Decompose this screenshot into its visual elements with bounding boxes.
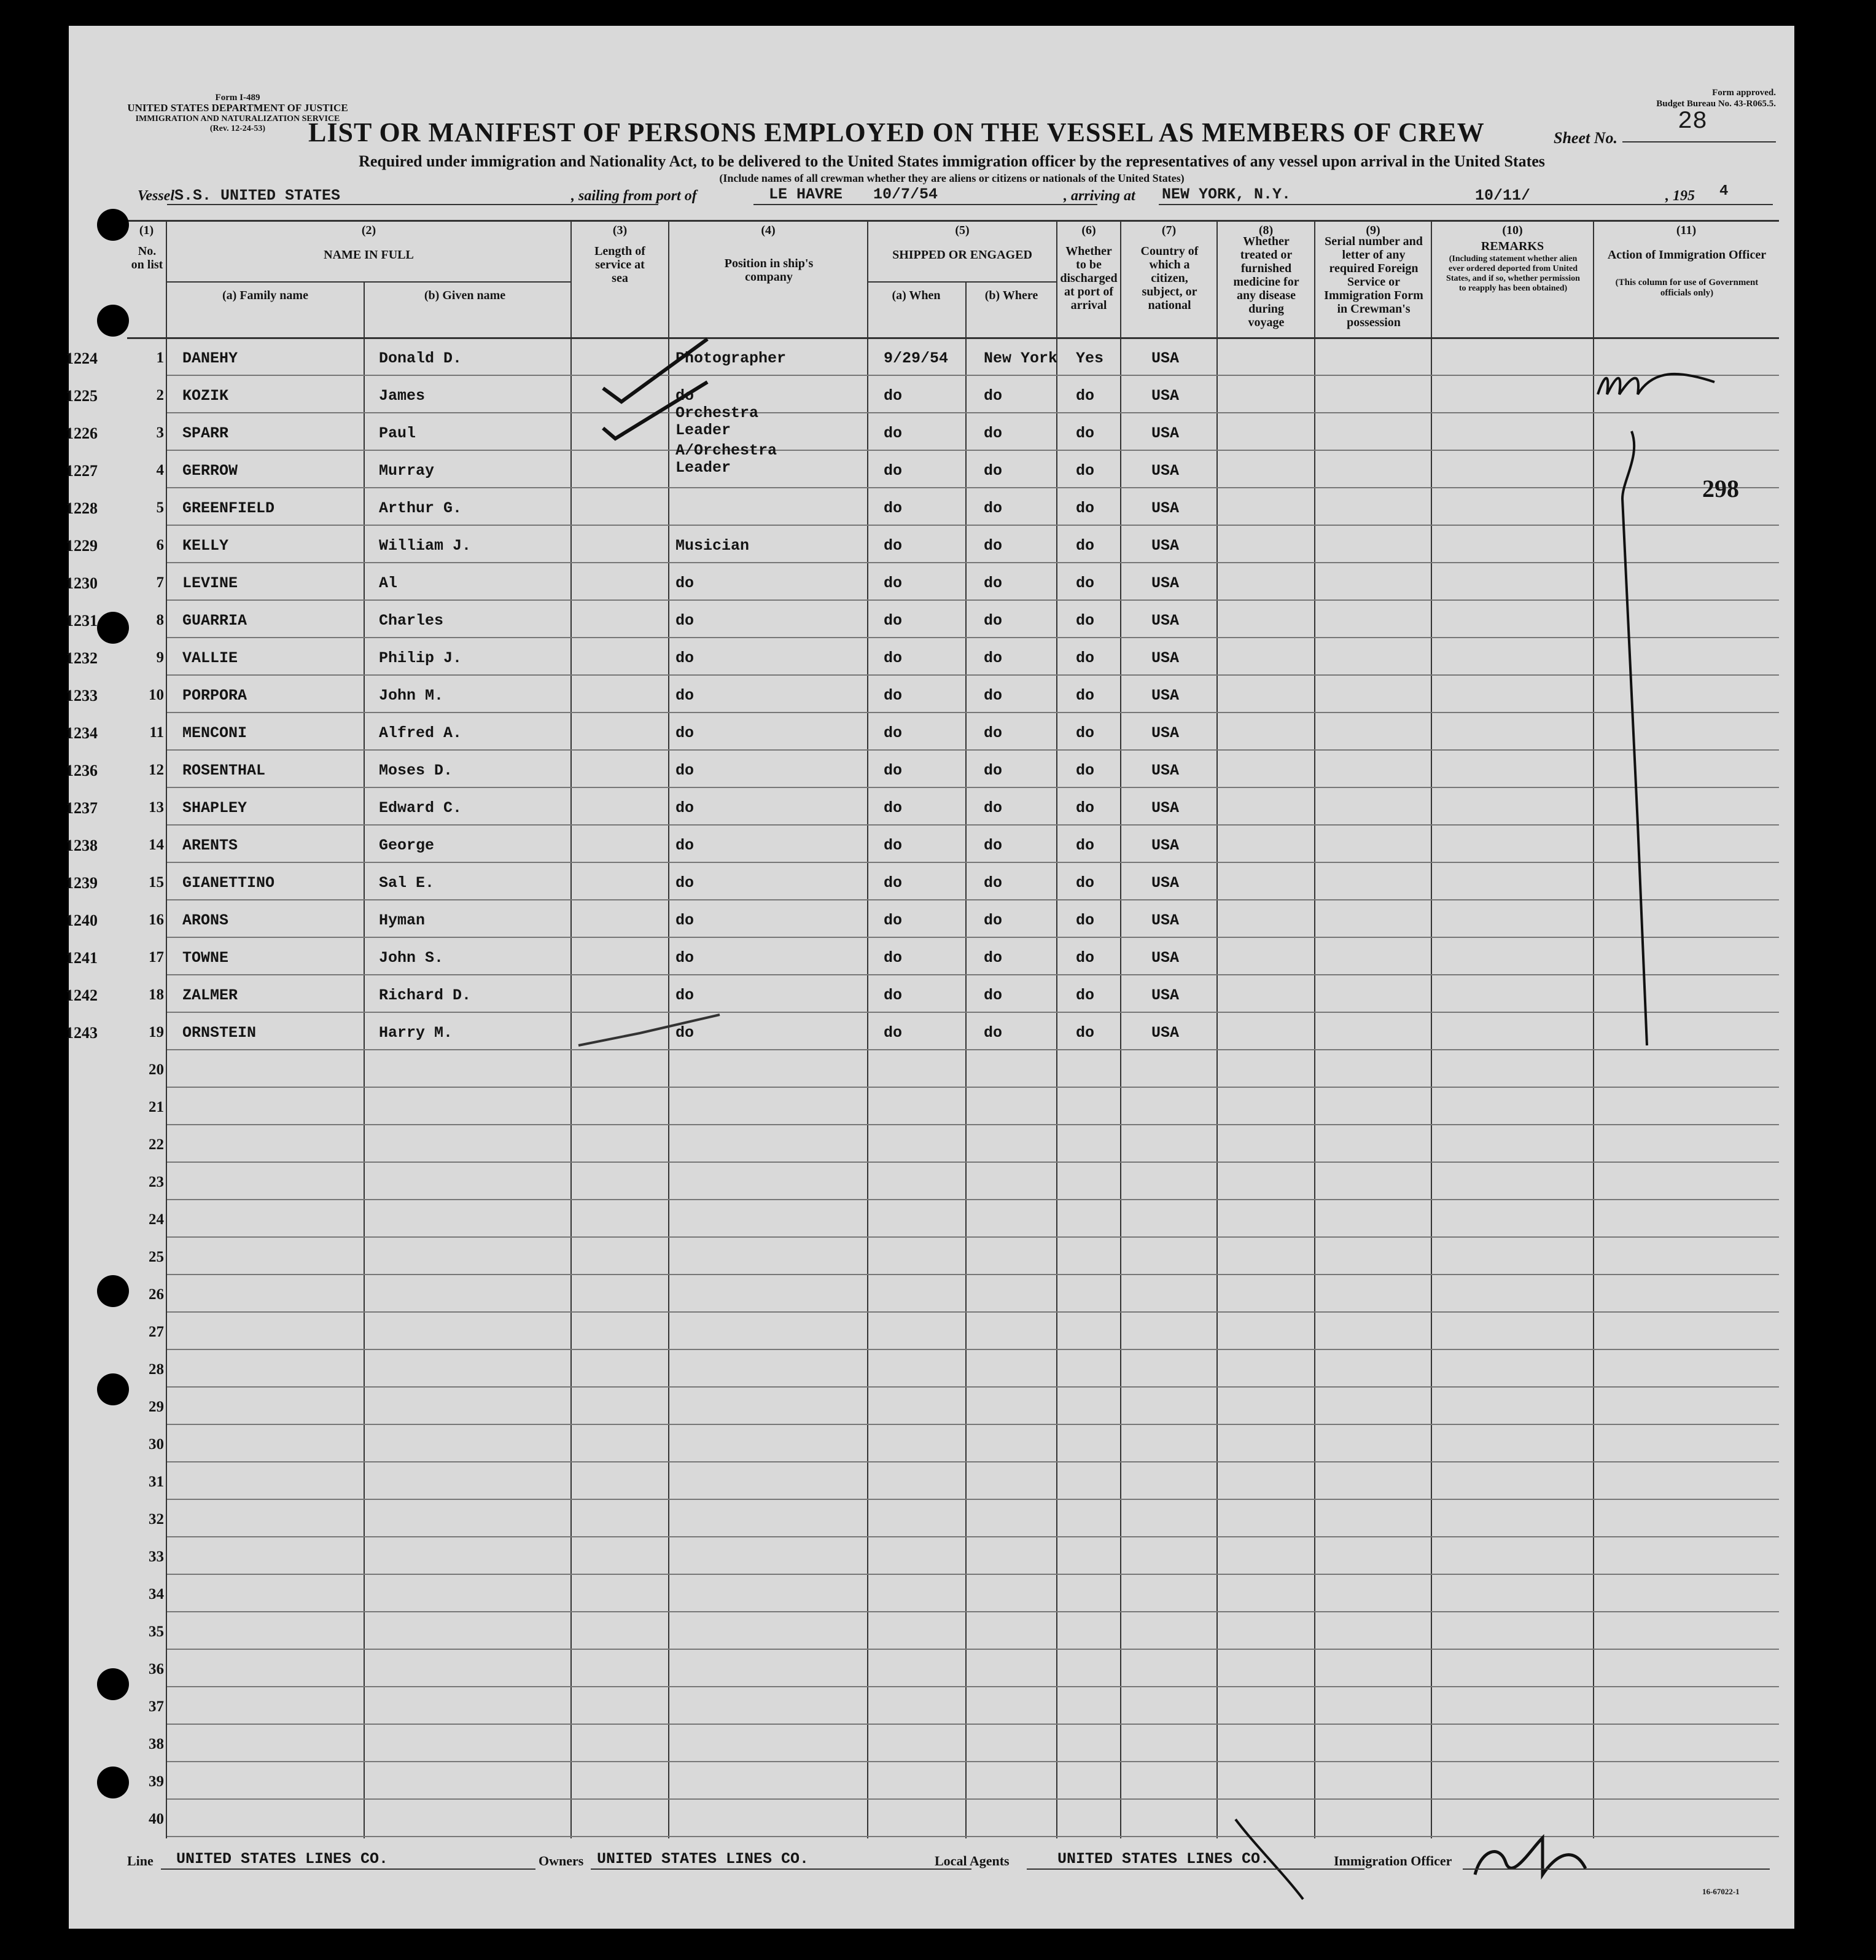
shipped-where: do (984, 762, 1003, 779)
shipped-when: do (884, 649, 903, 667)
shipped-where: do (984, 649, 1003, 667)
shipped-when: do (884, 1024, 903, 1042)
sailing-port: LE HAVRE (769, 185, 843, 203)
line-value: UNITED STATES LINES CO. (176, 1850, 389, 1868)
shipped-when: do (884, 537, 903, 555)
handwritten-entry-number: 1224 (66, 349, 98, 367)
punch-hole (97, 305, 129, 337)
given-name: Murray (379, 462, 435, 480)
position: do (675, 762, 695, 779)
position: do (675, 387, 695, 405)
handwritten-entry-number: 1228 (66, 499, 98, 517)
officer-initials (1598, 374, 1714, 394)
row-number: 4 (156, 462, 164, 478)
sheet-number: 28 (1678, 108, 1708, 136)
shipped-when: do (884, 912, 903, 929)
country: USA (1151, 387, 1180, 405)
shipped-when: do (884, 462, 903, 480)
punch-hole (97, 209, 129, 241)
handwritten-entry-number: 1225 (66, 387, 98, 405)
discharged: do (1076, 612, 1095, 630)
row-number: 12 (149, 762, 164, 778)
slash-mark (578, 1015, 720, 1045)
row-number: 6 (156, 537, 164, 553)
family-name: SHAPLEY (182, 799, 247, 817)
discharged: do (1076, 837, 1095, 854)
row-number: 28 (149, 1361, 164, 1378)
year-digit: 4 (1719, 183, 1729, 200)
position: do (675, 574, 695, 592)
family-name: KOZIK (182, 387, 229, 405)
shipped-when: do (884, 387, 903, 405)
shipped-where: do (984, 687, 1003, 705)
given-name: Alfred A. (379, 724, 462, 742)
discharged: do (1076, 986, 1095, 1004)
col2b-header: (b) Given name (424, 289, 506, 302)
handwritten-entry-number: 1241 (66, 949, 98, 967)
position: do (675, 724, 695, 742)
discharged: do (1076, 424, 1095, 442)
country: USA (1151, 612, 1180, 630)
given-name: John S. (379, 949, 444, 967)
arrival-date: 10/11/ (1475, 187, 1531, 205)
country: USA (1151, 799, 1180, 817)
shipped-when: do (884, 499, 903, 517)
given-name: Edward C. (379, 799, 462, 817)
manifest-sheet (66, 26, 1794, 1929)
row-number: 24 (149, 1211, 164, 1228)
given-name: Charles (379, 612, 444, 630)
col5-header: SHIPPED OR ENGAGED (892, 248, 1032, 262)
handwritten-entry-number: 1232 (66, 649, 98, 667)
revision: (Rev. 12-24-53) (209, 124, 266, 133)
col7-header: Country of which a citizen, subject, or national (1140, 244, 1199, 312)
handwritten-entry-number: 1239 (66, 874, 98, 892)
position: Photographer (675, 349, 787, 367)
row-number: 5 (156, 499, 164, 516)
position: do (675, 649, 695, 667)
discharged: do (1076, 724, 1095, 742)
given-name: Donald D. (379, 349, 462, 367)
family-name: SPARR (182, 424, 229, 442)
row-number: 13 (149, 799, 164, 816)
handwritten-entry-number: 1231 (66, 612, 98, 630)
footer-underline (161, 1868, 535, 1870)
row-number: 23 (149, 1174, 164, 1190)
col2a-header: (a) Family name (222, 289, 308, 302)
shipped-where: do (984, 1024, 1003, 1042)
discharged: do (1076, 799, 1095, 817)
country: USA (1151, 462, 1180, 480)
position: do (675, 837, 695, 854)
position: do (675, 687, 695, 705)
given-name: John M. (379, 687, 444, 705)
family-name: ARONS (182, 912, 229, 929)
family-name: MENCONI (182, 724, 247, 742)
col4-header: Position in ship's company (724, 257, 814, 284)
col9-number: (9) (1366, 224, 1380, 237)
sailing-label: , sailing from port of (571, 188, 697, 204)
discharged: do (1076, 912, 1095, 929)
shipped-where: do (984, 837, 1003, 854)
position: do (675, 949, 695, 967)
given-name: Moses D. (379, 762, 453, 779)
arrival-port: NEW YORK, N.Y. (1162, 185, 1291, 203)
handwritten-entry-number: 1237 (66, 799, 98, 817)
discharged: do (1076, 949, 1095, 967)
bracket-line (1622, 431, 1647, 1045)
discharged: do (1076, 1024, 1095, 1042)
row-number: 11 (149, 724, 164, 741)
shipped-when: do (884, 762, 903, 779)
checkmark (603, 382, 707, 439)
shipped-where: do (984, 499, 1003, 517)
shipped-where: do (984, 724, 1003, 742)
form-title: LIST OR MANIFEST OF PERSONS EMPLOYED ON THE VESSEL AS MEMBERS OF CREW (308, 117, 1485, 147)
country: USA (1151, 687, 1180, 705)
row-number: 3 (156, 424, 164, 441)
required-statement: Required under immigration and Nationality Act, to be delivered to the United States immigration officer by the representatives of any vessel upon arrival in the United States (359, 152, 1545, 170)
discharged: do (1076, 462, 1095, 480)
country: USA (1151, 424, 1180, 442)
row-number: 36 (149, 1661, 164, 1677)
sailing-date: 10/7/54 (873, 185, 938, 203)
handwritten-entry-number: 1243 (66, 1024, 98, 1042)
country: USA (1151, 912, 1180, 929)
punch-hole (97, 1668, 129, 1700)
row-number: 8 (156, 612, 164, 628)
position: Musician (675, 537, 750, 555)
shipped-when: do (884, 986, 903, 1004)
position: do (675, 874, 695, 892)
shipped-where: do (984, 462, 1003, 480)
col1-header: No. on list (131, 244, 163, 271)
country: USA (1151, 349, 1180, 367)
family-name: GIANETTINO (182, 874, 275, 892)
row-number: 2 (156, 387, 164, 404)
shipped-when: do (884, 949, 903, 967)
col1-number: (1) (139, 224, 154, 237)
shipped-where: do (984, 912, 1003, 929)
shipped-where: do (984, 387, 1003, 405)
country: USA (1151, 837, 1180, 854)
include-note: (Include names of all crewman whether they are aliens or citizens or nationals of the United States) (719, 172, 1185, 184)
col11-note: (This column for use of Government officials only) (1615, 278, 1759, 298)
department: UNITED STATES DEPARTMENT OF JUSTICE (127, 102, 348, 114)
position: do (675, 612, 695, 630)
shipped-when: 9/29/54 (884, 349, 949, 367)
row-number: 38 (149, 1736, 164, 1752)
handwritten-entry-number: 1233 (66, 687, 98, 705)
punch-hole (97, 612, 129, 644)
position: A/Orchestra Leader (675, 442, 777, 477)
shipped-where: New York (984, 349, 1058, 367)
given-name: Hyman (379, 912, 426, 929)
col2-header: NAME IN FULL (324, 248, 414, 262)
row-number: 32 (149, 1511, 164, 1528)
col10-header: REMARKS (1481, 240, 1544, 253)
family-name: GREENFIELD (182, 499, 275, 517)
punch-hole (97, 1275, 129, 1307)
row-number: 21 (149, 1099, 164, 1115)
discharged: do (1076, 762, 1095, 779)
shipped-where: do (984, 537, 1003, 555)
family-name: GERROW (182, 462, 238, 480)
col11-number: (11) (1676, 224, 1697, 237)
row-number: 14 (149, 837, 164, 853)
handwritten-entry-number: 1236 (66, 762, 98, 779)
handwritten-entry-number: 1240 (66, 912, 98, 929)
punch-hole (97, 1767, 129, 1798)
row-number: 15 (149, 874, 164, 891)
handwritten-entry-number: 1230 (66, 574, 98, 592)
given-name: Al (379, 574, 398, 592)
col4-number: (4) (761, 224, 776, 237)
form-number: Form I-489 (215, 93, 260, 103)
form-approved: Form approved. (1712, 88, 1776, 98)
country: USA (1151, 537, 1180, 555)
family-name: VALLIE (182, 649, 238, 667)
shipped-when: do (884, 424, 903, 442)
col3-header: Length of service at sea (594, 244, 645, 285)
shipped-where: do (984, 986, 1003, 1004)
family-name: ORNSTEIN (182, 1024, 257, 1042)
shipped-when: do (884, 724, 903, 742)
discharged: do (1076, 649, 1095, 667)
handwritten-entry-number: 1238 (66, 837, 98, 854)
country: USA (1151, 874, 1180, 892)
sheet-label: Sheet No. (1554, 129, 1617, 147)
position: do (675, 912, 695, 929)
col8-number: (8) (1258, 224, 1274, 237)
agents-value: UNITED STATES LINES CO. (1057, 1850, 1270, 1868)
budget-bureau: Budget Bureau No. 43-R065.5. (1656, 99, 1776, 109)
family-name: TOWNE (182, 949, 229, 967)
discharged: do (1076, 687, 1095, 705)
col3-number: (3) (612, 224, 628, 237)
row-number: 26 (149, 1286, 164, 1303)
side-number: 298 (1702, 475, 1739, 502)
discharged: Yes (1076, 349, 1104, 367)
row-number: 35 (149, 1623, 164, 1640)
vessel-label: Vessel (138, 188, 174, 204)
year-label: , 195 (1665, 188, 1695, 204)
col11-header: Action of Immigration Officer (1607, 248, 1767, 262)
given-name: William J. (379, 537, 472, 555)
given-name: Philip J. (379, 649, 462, 667)
position: do (675, 986, 695, 1004)
row-number: 31 (149, 1474, 164, 1490)
family-name: DANEHY (182, 349, 238, 367)
row-number: 30 (149, 1436, 164, 1453)
family-name: ARENTS (182, 837, 238, 854)
vessel-name: S.S. UNITED STATES (174, 187, 341, 205)
handwritten-entry-number: 1242 (66, 986, 98, 1004)
col10-note: (Including statement whether alien ever ordered deported from United States, and if so, whether permission to reapply has been obtained) (1446, 254, 1580, 293)
owners-value: UNITED STATES LINES CO. (597, 1850, 809, 1868)
given-name: Paul (379, 424, 416, 442)
row-number: 22 (149, 1136, 164, 1153)
country: USA (1151, 649, 1180, 667)
col2-number: (2) (361, 224, 376, 237)
handwritten-entry-number: 1226 (66, 424, 98, 442)
handwritten-marks (69, 26, 1794, 1929)
row-number: 25 (149, 1249, 164, 1265)
given-name: Harry M. (379, 1024, 453, 1042)
country: USA (1151, 499, 1180, 517)
discharged: do (1076, 874, 1095, 892)
handwritten-entry-number: 1229 (66, 537, 98, 555)
family-name: ZALMER (182, 986, 238, 1004)
row-number: 37 (149, 1698, 164, 1715)
row-number: 18 (149, 986, 164, 1003)
row-number: 33 (149, 1548, 164, 1565)
shipped-when: do (884, 612, 903, 630)
discharged: do (1076, 387, 1095, 405)
family-name: ROSENTHAL (182, 762, 266, 779)
col9-header: Serial number and letter of any required Foreign Service or Immigration Form in Crewman's possession (1324, 235, 1423, 329)
agents-label: Local Agents (935, 1853, 1010, 1868)
country: USA (1151, 724, 1180, 742)
shipped-when: do (884, 837, 903, 854)
shipped-when: do (884, 799, 903, 817)
row-number: 1 (156, 349, 164, 366)
given-name: James (379, 387, 426, 405)
shipped-where: do (984, 799, 1003, 817)
given-name: Sal E. (379, 874, 435, 892)
country: USA (1151, 986, 1180, 1004)
col5a-header: (a) When (892, 289, 941, 302)
officer-label: Immigration Officer (1334, 1853, 1452, 1868)
family-name: PORPORA (182, 687, 247, 705)
service: IMMIGRATION AND NATURALIZATION SERVICE (135, 114, 340, 123)
col7-number: (7) (1161, 224, 1177, 237)
row-number: 40 (149, 1811, 164, 1827)
country: USA (1151, 949, 1180, 967)
discharged: do (1076, 499, 1095, 517)
position: do (675, 1024, 695, 1042)
country: USA (1151, 762, 1180, 779)
shipped-where: do (984, 612, 1003, 630)
col10-number: (10) (1502, 224, 1523, 237)
discharged: do (1076, 574, 1095, 592)
row-number: 9 (156, 649, 164, 666)
family-name: GUARRIA (182, 612, 247, 630)
row-number: 34 (149, 1586, 164, 1603)
shipped-when: do (884, 574, 903, 592)
row-number: 7 (156, 574, 164, 591)
given-name: Arthur G. (379, 499, 462, 517)
shipped-when: do (884, 687, 903, 705)
col6-number: (6) (1081, 224, 1096, 237)
arriving-label: , arriving at (1064, 188, 1135, 204)
owners-label: Owners (539, 1853, 584, 1868)
footer-underline (1027, 1868, 1364, 1870)
shipped-where: do (984, 874, 1003, 892)
position: do (675, 799, 695, 817)
row-number: 39 (149, 1773, 164, 1790)
punch-hole (97, 1373, 129, 1405)
row-number: 19 (149, 1024, 164, 1041)
country: USA (1151, 574, 1180, 592)
given-name: George (379, 837, 435, 854)
row-number: 17 (149, 949, 164, 966)
position: Orchestra Leader (675, 404, 759, 439)
col5-number: (5) (955, 224, 970, 237)
shipped-where: do (984, 949, 1003, 967)
col8-header: Whether treated or furnished medicine for any disease during voyage (1233, 235, 1299, 329)
row-number: 27 (149, 1324, 164, 1340)
row-number: 10 (149, 687, 164, 703)
footer-underline (591, 1868, 971, 1870)
form-code: 16-67022-1 (1702, 1887, 1740, 1896)
col5b-header: (b) Where (984, 289, 1038, 302)
row-number: 20 (149, 1061, 164, 1078)
row-number: 16 (149, 912, 164, 928)
shipped-where: do (984, 574, 1003, 592)
family-name: LEVINE (182, 574, 238, 592)
given-name: Richard D. (379, 986, 472, 1004)
handwritten-entry-number: 1227 (66, 462, 98, 480)
family-name: KELLY (182, 537, 229, 555)
col6-header: Whether to be discharged at port of arrival (1060, 244, 1118, 312)
shipped-when: do (884, 874, 903, 892)
shipped-where: do (984, 424, 1003, 442)
handwritten-entry-number: 1234 (66, 724, 98, 742)
row-number: 29 (149, 1399, 164, 1415)
line-label: Line (127, 1853, 154, 1868)
country: USA (1151, 1024, 1180, 1042)
discharged: do (1076, 537, 1095, 555)
footer-underline (1463, 1868, 1770, 1870)
